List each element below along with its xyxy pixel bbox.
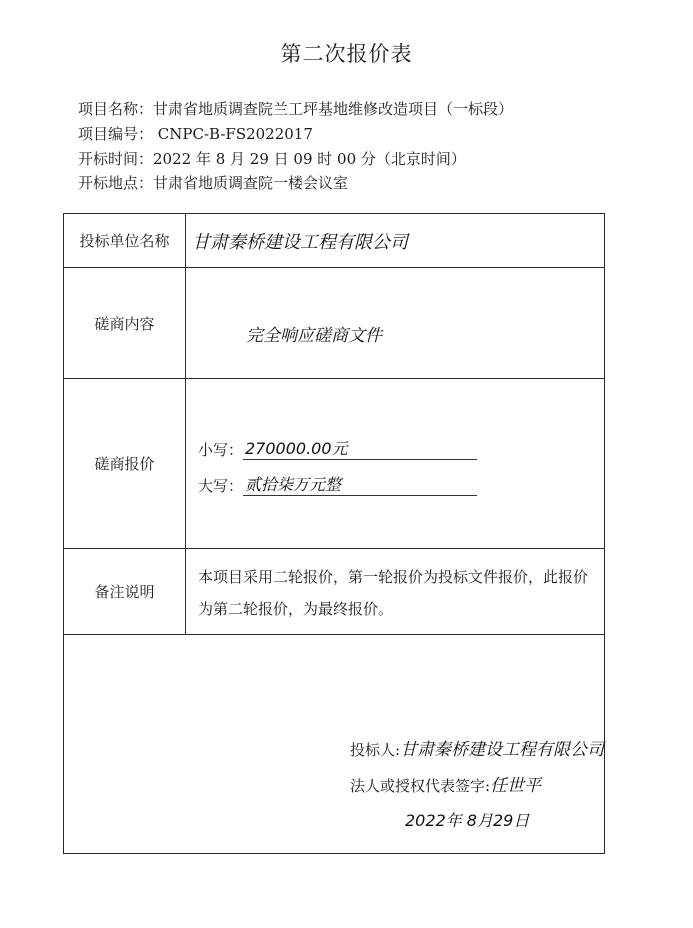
bidder-cell xyxy=(186,214,605,268)
bidder-row xyxy=(64,214,605,268)
open-time-value: 2022 年 8 月 29 日 09 时 00 分（北京时间） xyxy=(153,150,466,168)
remark-text: 本项目采用二轮报价，第一轮报价为投标文件报价，此报价为第二轮报价，为最终报价。 xyxy=(198,568,589,618)
page-title: 第二次报价表 xyxy=(280,42,413,66)
content-row xyxy=(64,268,605,379)
lower-value: 270000.00元 xyxy=(245,438,348,458)
project-no-value: CNPC-B-FS2022017 xyxy=(157,125,313,143)
bidder-sign-label: 投标人: xyxy=(350,741,401,759)
bidder-label: 投标单位名称 xyxy=(64,214,186,268)
upper-amount-line xyxy=(243,473,477,496)
open-time-line xyxy=(78,148,466,169)
remark-row xyxy=(64,549,605,635)
upper-label: 大写： xyxy=(198,476,244,495)
open-place-label: 开标地点： xyxy=(78,174,154,192)
content-cell xyxy=(186,268,605,379)
content-label: 磋商内容 xyxy=(64,268,186,379)
sign-date-value: 2022年 8月29日 xyxy=(405,811,530,830)
price-label: 磋商报价 xyxy=(64,379,186,549)
remark-cell xyxy=(186,549,605,635)
lower-amount-line xyxy=(243,437,477,460)
bidder-sign-line xyxy=(350,735,604,760)
open-place-value: 甘肃省地质调查院一楼会议室 xyxy=(153,174,349,192)
sign-date xyxy=(405,808,529,831)
project-name-label: 项目名称： xyxy=(78,100,154,118)
lower-label: 小写： xyxy=(198,440,244,459)
project-no-label: 项目编号： xyxy=(78,125,154,143)
rep-sign-line xyxy=(350,771,541,796)
bidder-sign-value: 甘肃秦桥建设工程有限公司 xyxy=(400,740,605,760)
project-no-line xyxy=(78,123,313,144)
project-name-value: 甘肃省地质调查院兰工坪基地维修改造项目（一标段） xyxy=(153,100,514,118)
open-place-line xyxy=(78,172,348,193)
lower-amount-row xyxy=(198,432,604,460)
upper-value: 贰拾柒万元整 xyxy=(245,474,342,494)
open-time-label: 开标时间： xyxy=(78,150,154,168)
upper-amount-row xyxy=(198,468,604,496)
price-row xyxy=(64,379,605,549)
rep-sign-value: 任世平 xyxy=(490,776,542,796)
project-name-line xyxy=(78,98,513,119)
bidder-value: 甘肃秦桥建设工程有限公司 xyxy=(192,231,408,253)
remark-label: 备注说明 xyxy=(64,549,186,635)
price-cell xyxy=(186,379,605,549)
content-value: 完全响应磋商文件 xyxy=(246,325,382,346)
rep-sign-label: 法人或授权代表签字: xyxy=(350,777,491,795)
